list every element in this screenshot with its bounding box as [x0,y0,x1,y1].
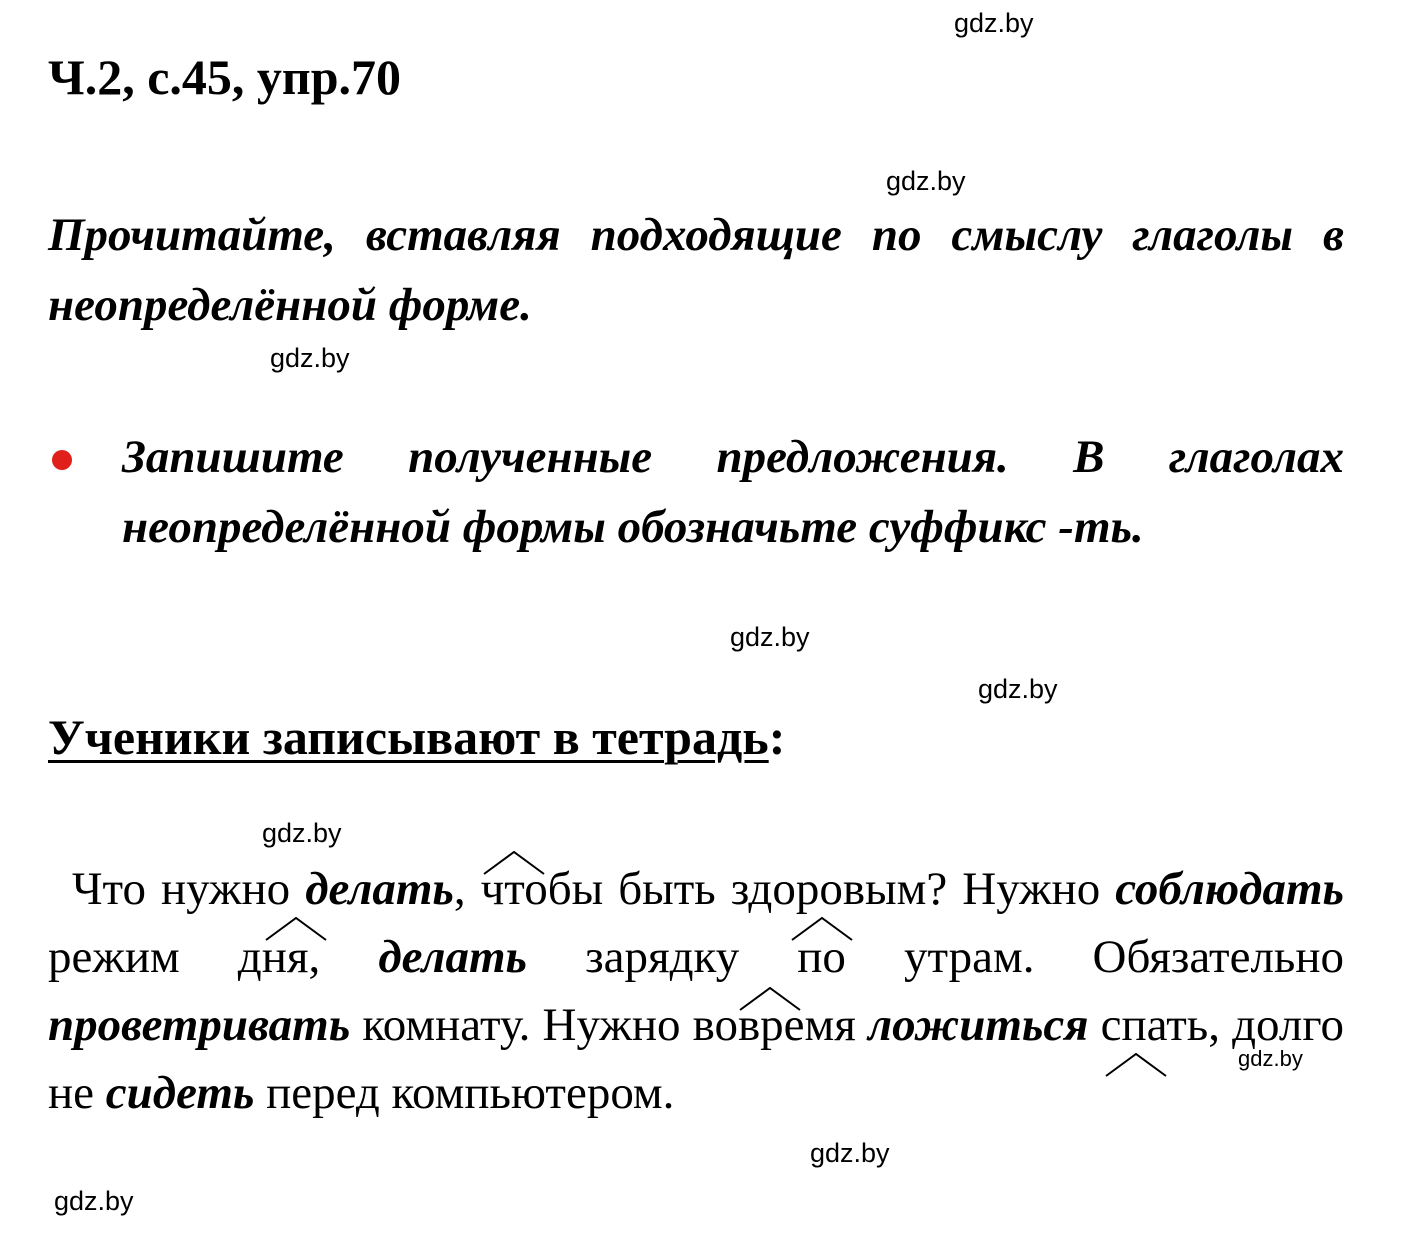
answer-heading-text: Ученики записывают в тетрадь [48,709,769,765]
answer-segment: режим дня, [48,931,379,983]
bullet-instruction-text: Запишите полученные предложения. В глаголах неопределённой формы обозначьте суффикс [122,431,1344,553]
verb-infinitive: делать [305,863,454,915]
answer-segment: перед компьютером. [254,1067,675,1119]
verb-infinitive: сидеть [105,1067,255,1119]
watermark: gdz.by [978,674,1058,704]
watermark: gdz.by [54,1186,134,1216]
suffix-arc-mark [790,916,854,942]
answer-heading-colon: : [768,709,786,765]
suffix-arc-mark [1104,1052,1168,1078]
watermark: gdz.by [886,166,966,196]
bullet-instruction-end: . [1132,501,1144,553]
answer-segment: спать, долго не [48,999,1344,1119]
task-instruction: Прочитайте, вставляя подходящие по смыслу глаголы в неопределённой форме. [48,209,1344,331]
answer-segment: комнату. Нужно вовремя [350,999,869,1051]
answer-segment: зарядку по утрам. Обязательно [527,931,1345,983]
verb-infinitive: соблюдать [1115,863,1344,915]
bullet-instruction [122,422,1344,562]
answer-heading [48,709,786,765]
answer-text [48,855,1344,1127]
watermark: gdz.by [730,622,810,652]
suffix-arc-mark [738,986,802,1012]
verb-infinitive: ложиться [868,999,1089,1051]
suffix-label: -ть [1058,501,1132,553]
watermark: gdz.by [270,343,350,373]
suffix-arc-mark [482,850,546,876]
verb-infinitive: проветривать [48,999,351,1051]
verb-infinitive: делать [378,931,527,983]
suffix-arc-mark [264,916,328,942]
answer-segment: , чтобы быть здоровым? Нужно [453,863,1116,915]
watermark: gdz.by [954,8,1034,38]
answer-segment: Что нужно [72,863,306,915]
watermark: gdz.by [262,818,342,848]
bullet-marker [52,450,72,470]
watermark: gdz.by [1238,1046,1303,1071]
page-title: Ч.2, с.45, упр.70 [48,49,402,105]
watermark: gdz.by [810,1138,890,1168]
